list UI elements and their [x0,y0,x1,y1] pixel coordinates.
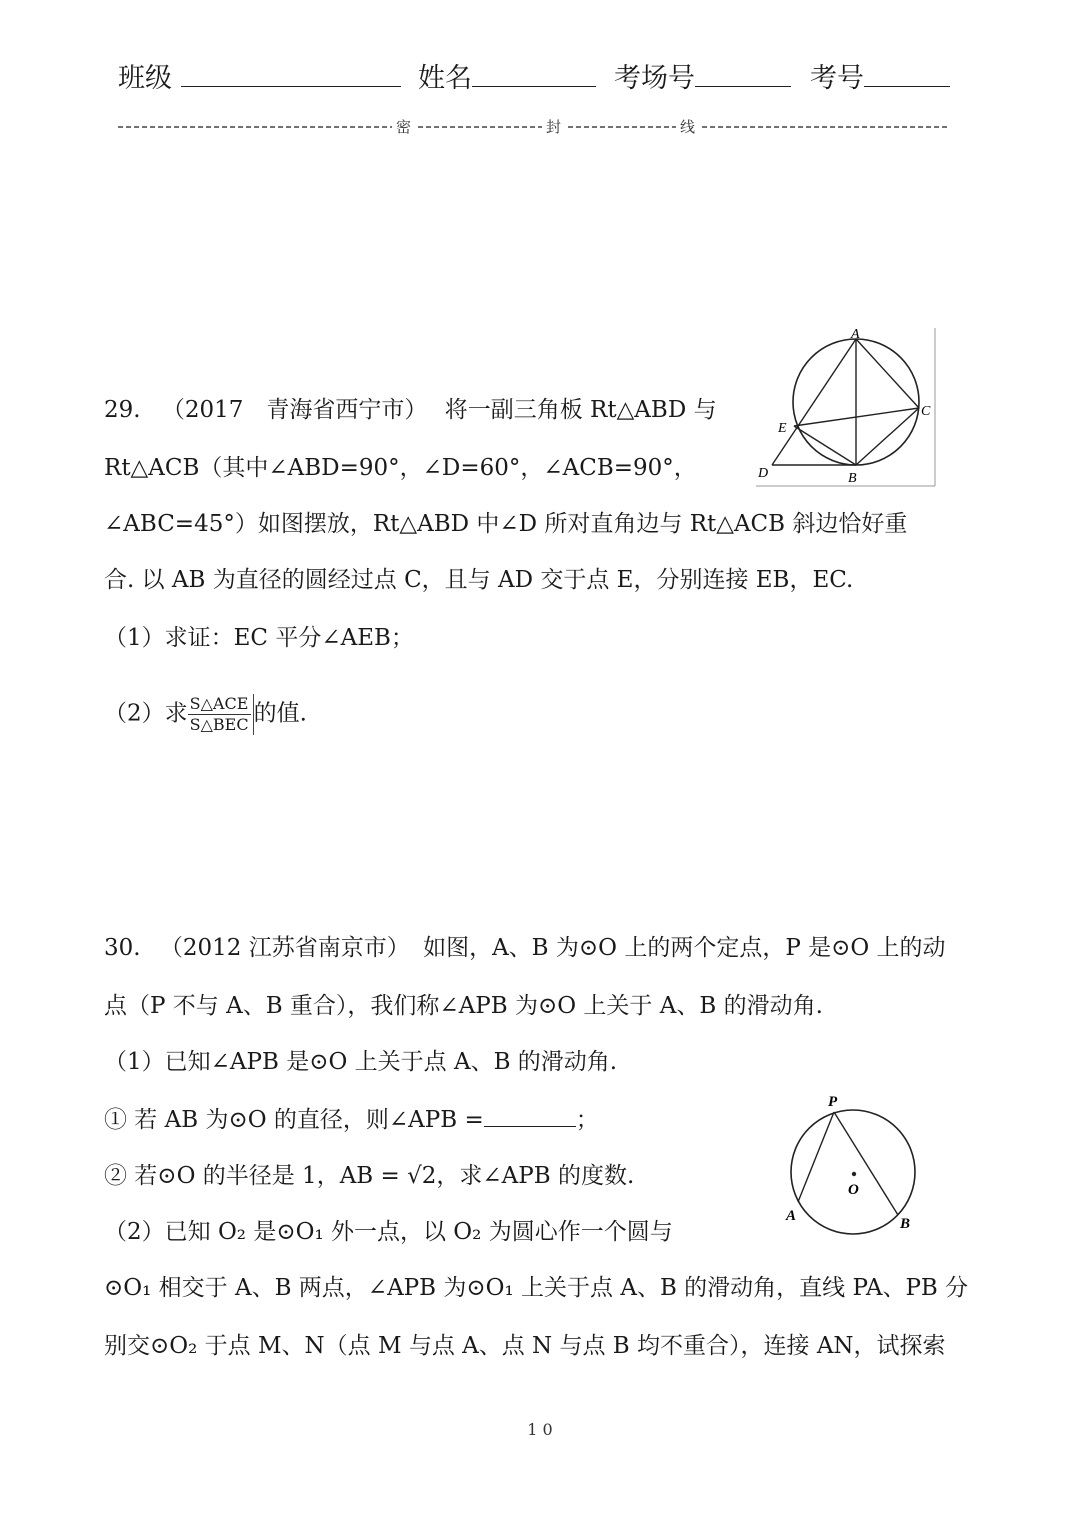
q29-text-1: 将一副三角板 Rt△ABD 与 [444,397,717,423]
class-label-field [118,56,401,95]
seal-feng: 封 [546,118,562,136]
q29-label-a: A [851,327,860,342]
q30-line1 [104,932,946,964]
q29-text-2: Rt△ACB（其中∠ABD=90°，∠D=60°，∠ACB=90°， [104,455,697,481]
q29-part2 [104,694,307,735]
room-label-field [614,56,791,95]
q29-text-4: 合. 以 AB 为直径的圆经过点 C，且与 AD 交于点 E，分别连接 EB，EC. [104,567,854,593]
q30-label-o: O [848,1182,859,1198]
q30-sub1-prefix: ① 若 AB 为⊙O 的直径，则∠APB = [104,1107,484,1133]
q30-text-b: 别交⊙O₂ 于点 M、N（点 M 与点 A、点 N 与点 B 均不重合），连接 AN，试探索 [104,1333,946,1359]
q30-part2: （2）已知 O₂ 是⊙O₁ 外一点，以 O₂ 为圆心作一个圆与 [104,1219,673,1245]
q30-part1: （1）已知∠APB 是⊙O 上关于点 A、B 的滑动角. [104,1049,618,1075]
q30-text-a: ⊙O₁ 相交于 A、B 两点，∠APB 为⊙O₁ 上关于点 A、B 的滑动角，直线 PA、PB 分 [104,1275,969,1301]
class-label: 班级 [118,63,172,94]
area-ratio-fraction [188,694,254,735]
seal-xian: 线 [680,118,696,136]
q30-label-p: P [828,1094,838,1110]
q30-source: （2012 江苏省南京市） [159,935,410,961]
q30-label-a: A [786,1208,797,1224]
q29-text-3: ∠ABC=45°）如图摆放，Rt△ABD 中∠D 所对直角边与 Rt△ACB 斜边恰好重 [104,511,908,537]
q29-label-b: B [848,471,857,486]
exam-no-label-field [810,56,950,95]
name-label-field [418,56,596,95]
q30-text-1: 如图，A、B 为⊙O 上的两个定点，P 是⊙O 上的动 [423,935,946,961]
exam-no-label: 考号 [810,63,864,94]
q30-number: 30. [104,935,141,961]
name-blank[interactable] [472,60,596,87]
q29-part2-prefix: （2）求 [104,700,188,727]
q29-label-e: E [778,421,787,436]
page-number: 1 0 [527,1420,553,1439]
q30-text-2: 点（P 不与 A、B 重合），我们称∠APB 为⊙O 上关于 A、B 的滑动角. [104,993,823,1019]
q29-part1: （1）求证：EC 平分∠AEB； [104,625,414,651]
q29-figure [754,326,936,488]
fraction-numerator: S△ACE [188,694,251,715]
fraction-denominator: S△BEC [189,715,249,734]
class-blank[interactable] [181,60,401,87]
q29-label-d: D [758,466,769,481]
q29-label-c: C [921,404,931,419]
q29-line1 [104,394,717,426]
q29-source: （2017 青海省西宁市） [161,397,428,423]
q29-part2-suffix: 的值. [253,700,307,727]
angle-answer-blank[interactable] [484,1104,576,1127]
q30-sub1 [104,1104,599,1136]
q30-sub1-suffix: ； [575,1107,599,1133]
room-blank[interactable] [695,60,791,87]
q30-sub2: ② 若⊙O 的半径是 1，AB = √2，求∠APB 的度数. [104,1163,635,1189]
seal-dashes [118,116,948,136]
center-dot [852,1172,856,1176]
name-label: 姓名 [418,63,472,94]
exam-no-blank[interactable] [864,60,950,87]
q30-figure [780,1090,930,1240]
q30-label-b: B [900,1216,911,1232]
room-label: 考场号 [614,63,695,94]
q29-number: 29. [104,397,141,423]
seal-mi: 密 [396,118,412,136]
